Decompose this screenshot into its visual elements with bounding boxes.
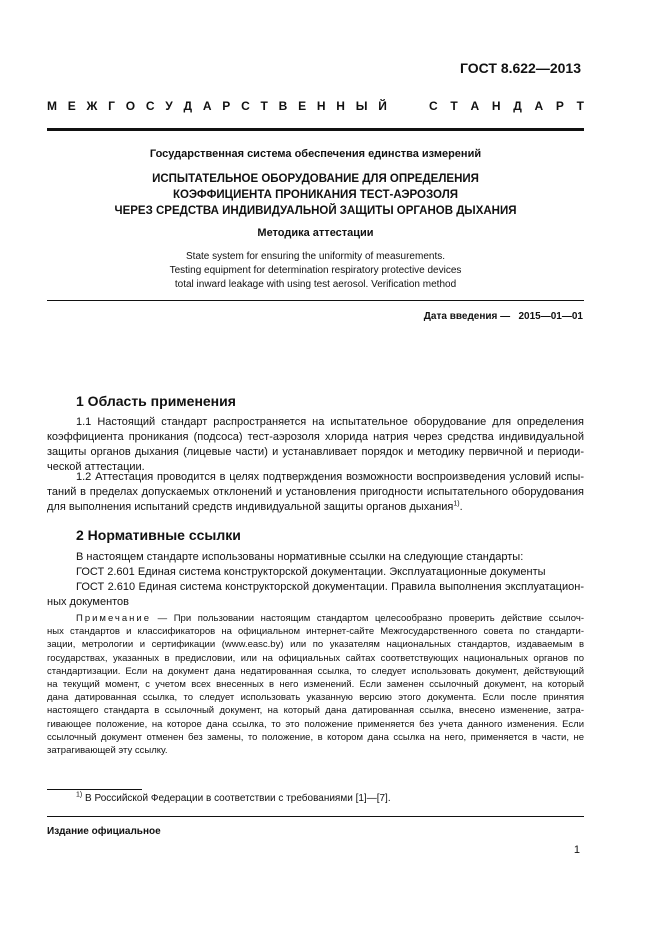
banner-letter: Д [513, 99, 522, 113]
title-line: ИСПЫТАТЕЛЬНОЕ ОБОРУДОВАНИЕ ДЛЯ ОПРЕДЕЛЕНИЯ [152, 173, 479, 185]
text-line: В настоящем стандарте использованы нормативные ссылки на следующие стандарты: [76, 551, 524, 563]
text-line: ческой аттестации. [47, 461, 145, 473]
banner-letter: Т [576, 99, 584, 113]
banner-letter: Н [336, 99, 345, 113]
note-line: стандартизации. Если на документ дана недатированная ссылка, то следует использовать документ, действующий [47, 665, 584, 677]
section-1-paragraph-1 [47, 415, 584, 475]
standard-banner [47, 99, 584, 113]
banner-letter: А [202, 99, 212, 113]
section-2-heading: 2 Нормативные ссылки [76, 527, 241, 543]
text-line: 1.1 Настоящий стандарт распространяется на испытательное оборудование для определения [76, 416, 584, 428]
banner-word-interstate [47, 99, 387, 113]
page-number: 1 [573, 844, 580, 856]
english-title-line: total inward leakage with using test aerosol. Verification method [174, 279, 457, 290]
section-1-paragraph-2 [47, 470, 584, 515]
normative-note [47, 612, 584, 757]
banner-letter: Д [183, 99, 193, 113]
banner-letter: С [429, 99, 438, 113]
introduction-date-label: Дата введения — [423, 311, 511, 322]
introduction-date-value: 2015—01—01 [518, 311, 583, 322]
system-title: Государственная система обеспечения единства измерений [149, 148, 482, 160]
header-rule [47, 128, 584, 131]
introduction-date [424, 311, 583, 322]
section-2-references [47, 550, 584, 610]
text-line [47, 500, 584, 515]
note-line: настоящего стандарта в ссылочный документ, на который дана датированная ссылка, внесено изменение, затра- [47, 705, 584, 717]
note-line [47, 612, 584, 625]
text-line: защиты органов дыхания (лицевые части) и устанавливает порядок и методику первичной и периоди- [47, 446, 584, 458]
title-divider [47, 300, 584, 301]
banner-letter: С [145, 99, 155, 113]
note-line: государствах, указанных в предисловии, или на официальных сайтах соответствующих национальных органов по [47, 652, 584, 664]
note-line: гивающее положение, на которое дана ссылка, то это положение применяется без учета данного изменения. Если [47, 718, 584, 730]
footnote-mark: 1) [76, 791, 83, 799]
text-line: ных документов [47, 596, 130, 608]
english-title [47, 250, 584, 292]
banner-letter: Й [378, 99, 387, 113]
footnote-rule [47, 789, 142, 790]
banner-letter: Т [260, 99, 268, 113]
section-1-heading: 1 Область применения [76, 393, 236, 409]
note-label: Примечание [76, 613, 151, 624]
title-line: КОЭФФИЦИЕНТА ПРОНИКАНИЯ ТЕСТ-АЭРОЗОЛЯ [172, 189, 459, 201]
note-line: зации, метрологии и сертификации (www.easc.by) или по указателям национальных стандартов, издаваемым в [47, 639, 584, 651]
banner-letter: Р [222, 99, 231, 113]
banner-letter: Г [108, 99, 115, 113]
banner-letter: Т [450, 99, 458, 113]
banner-word-standard [429, 99, 584, 113]
footer-rule [47, 816, 584, 817]
banner-letter: А [470, 99, 480, 113]
gost-number: ГОСТ 8.622—2013 [459, 60, 581, 76]
banner-letter: Н [491, 99, 501, 113]
banner-letter: М [47, 99, 57, 113]
english-title-line: State system for ensuring the uniformity of measurements. [186, 251, 445, 262]
english-title-line: Testing equipment for determination respiratory protective devices [169, 265, 462, 276]
document-subtitle: Методика аттестации [257, 227, 374, 239]
edition-label: Издание официальное [47, 826, 161, 837]
document-title [47, 171, 584, 219]
footnote-text: В Российской Федерации в соответствии с требованиями [1]—[7]. [82, 793, 391, 804]
banner-letter: В [278, 99, 288, 113]
note-text: — При пользовании настоящим стандартом целесообразно проверить действие ссылоч- [151, 613, 584, 624]
text-line: коэффициента проникания (подсоса) тест-аэрозоля хлорида натрия через средства индивидуальной [47, 431, 584, 443]
banner-letter: О [125, 99, 136, 113]
reference-item: ГОСТ 2.610 Единая система конструкторской документации. Правила выполнения эксплуатацион- [76, 581, 584, 593]
banner-letter: С [241, 99, 250, 113]
banner-letter: Е [298, 99, 307, 113]
banner-letter: А [534, 99, 544, 113]
banner-letter: У [165, 99, 173, 113]
title-line: ЧЕРЕЗ СРЕДСТВА ИНДИВИДУАЛЬНОЙ ЗАЩИТЫ ОРГАНОВ ДЫХАНИЯ [114, 205, 517, 217]
reference-item: ГОСТ 2.601 Единая система конструкторской документации. Эксплуатационные документы [76, 566, 546, 578]
banner-letter: Н [316, 99, 326, 113]
note-line: на текущий момент, с учетом всех внесенных в него изменений. Если заменен ссылочный документ, на который [47, 679, 584, 691]
note-line: ных стандартов и классификаторов на официальном интернет-сайте Межгосударственного совета по стандарти- [47, 626, 584, 638]
banner-letter: Ж [86, 99, 98, 113]
text-line: 1.2 Аттестация проводится в целях подтверждения возможности воспроизведения условий испы- [76, 471, 584, 483]
text-line-content: для выполнения испытаний средств индивидуальной защиты органов дыхания [47, 501, 454, 513]
note-line: затрагивающей эту ссылку. [47, 745, 168, 757]
footnote [76, 793, 391, 804]
note-line: ссылочный документ отменен без замены, то положение, в котором дана ссылка на него, применяется в части, не [47, 731, 584, 743]
text-line: таний в пределах допускаемых отклонений и установления пригодности испытательного оборудования [47, 486, 584, 498]
banner-letter: Ы [355, 99, 368, 113]
footnote-ref: 1) [453, 500, 460, 508]
banner-letter: Р [555, 99, 564, 113]
sentence-end: . [459, 501, 463, 513]
banner-letter: Е [67, 99, 76, 113]
note-line: дана датированная ссылка, то следует использовать указанную версию этого документа. Если после принятия [47, 692, 584, 704]
